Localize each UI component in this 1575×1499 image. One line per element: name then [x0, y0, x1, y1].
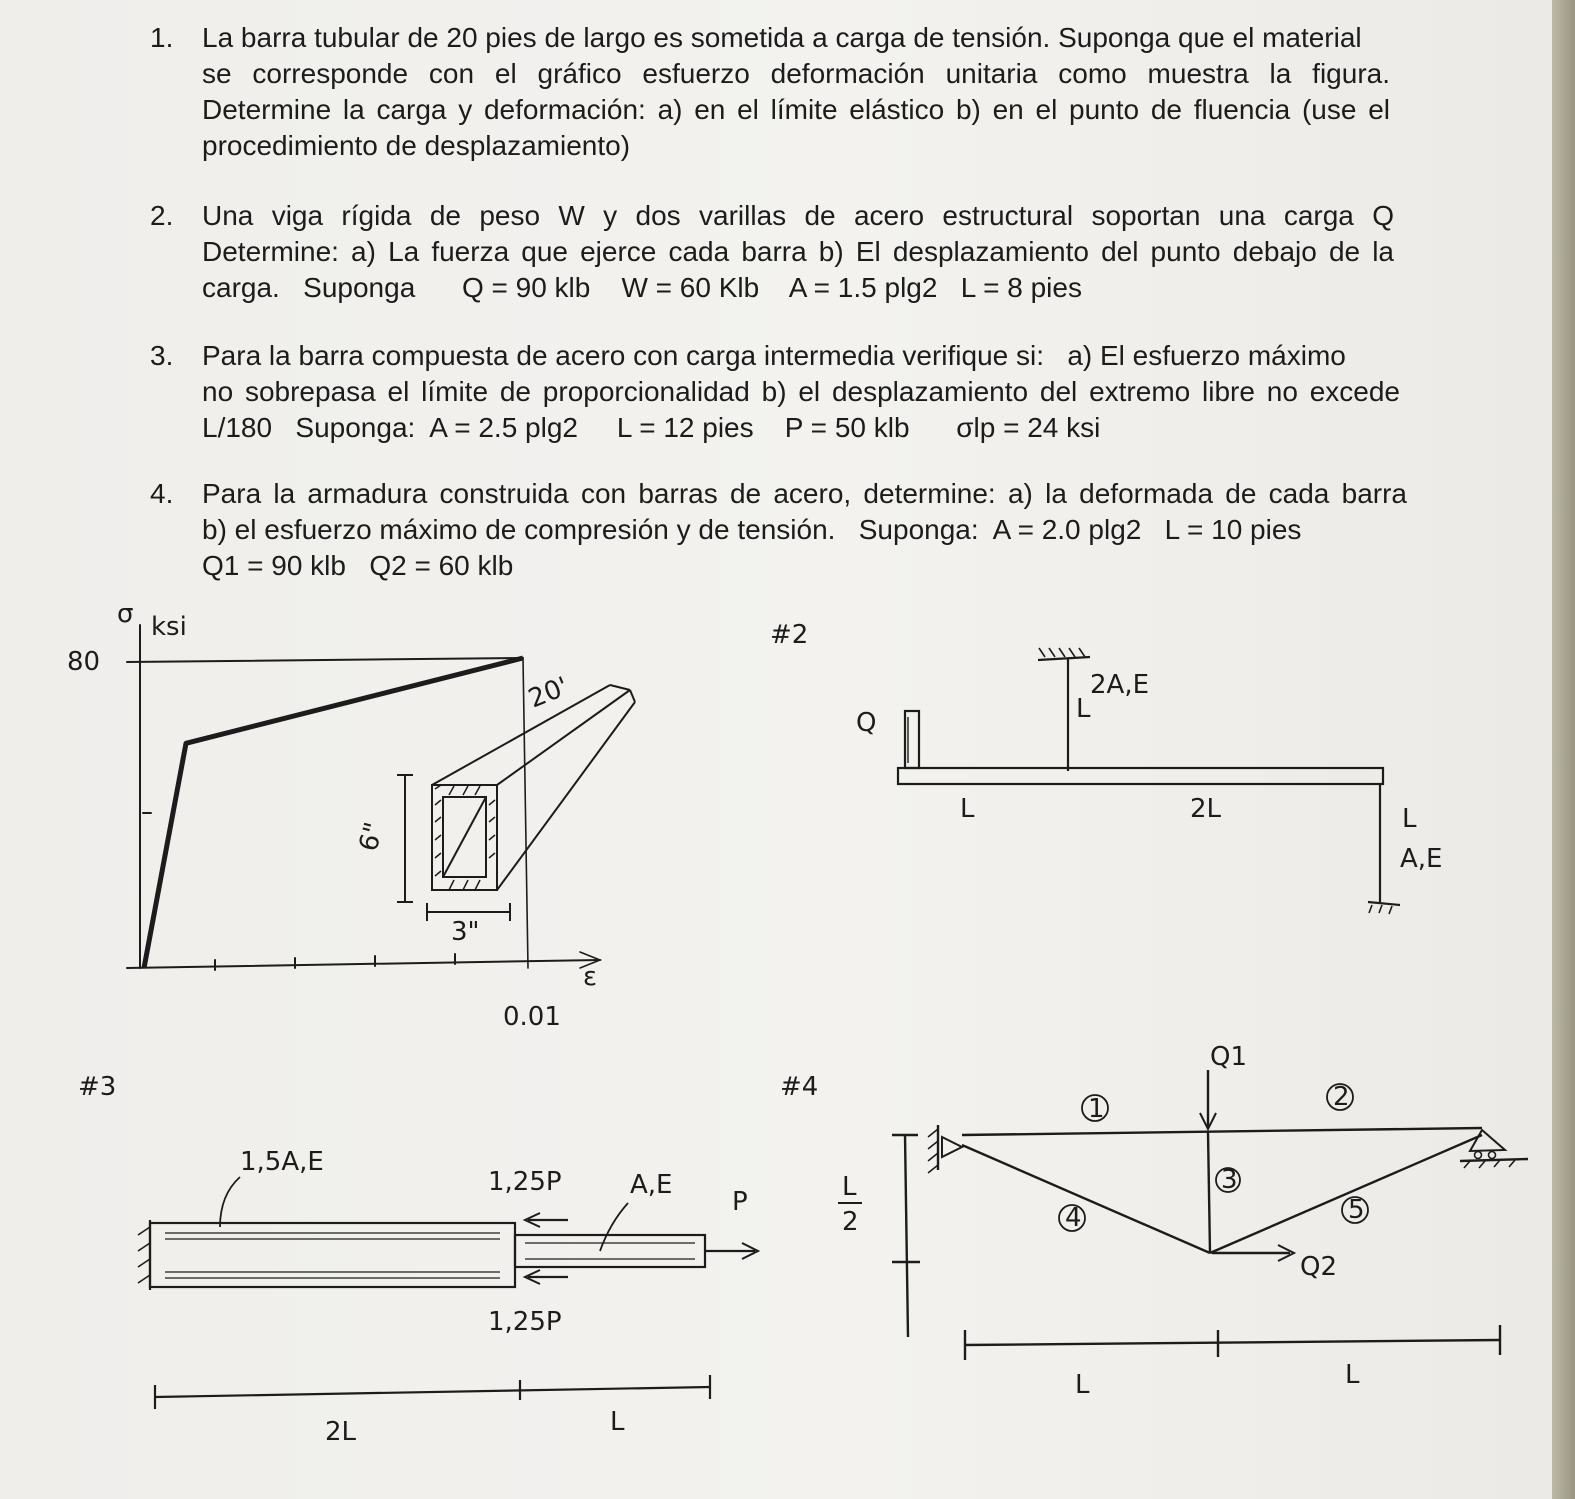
- x-axis-label: ε: [583, 962, 598, 992]
- span-left-label: L: [1075, 1370, 1090, 1400]
- height-label: 6": [353, 819, 391, 855]
- height-dimension-label: [838, 1172, 862, 1237]
- member-5-label: 5: [1348, 1195, 1365, 1225]
- top-rod-props: 2A,E: [1090, 670, 1150, 700]
- problem-line: carga. Suponga Q = 90 klb W = 60 Klb A = 1.5 plg2 L = 8 pies: [202, 272, 1082, 303]
- tube-sketch: [397, 685, 635, 921]
- fig1-stress-strain: [55, 590, 675, 1040]
- fig3-composite-bar: [70, 1055, 790, 1455]
- member-2-label: 2: [1333, 1082, 1350, 1112]
- right-support: [1470, 1130, 1505, 1151]
- span-left-label: L: [960, 794, 975, 824]
- problem-line: Para la barra compuesta de acero con carga intermedia verifique si: a) El esfuerzo máximo: [202, 340, 1346, 371]
- problem-number: 4.: [150, 478, 174, 509]
- span-right-label: 2L: [1190, 794, 1222, 824]
- mid-load-bottom-label: 1,25P: [488, 1307, 562, 1337]
- sigma-label: σ: [117, 599, 134, 629]
- problem-line: b) el esfuerzo máximo de compresión y de tensión. Suponga: A = 2.0 plg2 L = 10 pies: [202, 514, 1302, 545]
- member-1-label: 1: [1088, 1094, 1105, 1124]
- problem-number: 3.: [150, 340, 174, 371]
- load-q-label: Q: [856, 708, 877, 738]
- member-3: [1208, 1132, 1210, 1253]
- width-label: 3": [451, 917, 480, 947]
- problem-line: Para la armadura construida con barras de acero, determine: a) la deformada de cada barra: [202, 478, 1407, 509]
- problem-line: La barra tubular de 20 pies de largo es sometida a carga de tensión. Suponga que el material: [202, 22, 1362, 53]
- y-value-80: 80: [67, 647, 101, 677]
- problem-line: Una viga rígida de peso W y dos varillas de acero estructural soportan una carga Q: [202, 200, 1394, 231]
- bottom-support: [1368, 902, 1400, 905]
- mid-load-top-label: 1,25P: [488, 1167, 562, 1197]
- end-load-label: P: [732, 1187, 748, 1217]
- bottom-rod-length: L: [1402, 804, 1417, 834]
- member-4: [962, 1145, 1210, 1253]
- problem-line: Determine: a) La fuerza que ejerce cada barra b) El desplazamiento del punto debajo de la: [202, 236, 1394, 267]
- x-value-001: 0.01: [503, 1002, 561, 1032]
- fig2-rigid-beam: [760, 605, 1480, 925]
- member-4-label: 4: [1065, 1203, 1082, 1233]
- bar-segment-small: [515, 1235, 705, 1267]
- right-segment-props: A,E: [630, 1170, 673, 1200]
- height-label-denominator: 2: [842, 1207, 859, 1237]
- x-001-gridline: [523, 658, 528, 968]
- problem-line: Q1 = 90 klb Q2 = 60 klb: [202, 550, 514, 581]
- load-block: [905, 711, 919, 768]
- top-rod-length: L: [1076, 694, 1091, 724]
- length-label: 20': [524, 671, 573, 715]
- x-axis: [127, 960, 600, 968]
- figure-tag: #2: [770, 620, 809, 650]
- left-segment-props: 1,5A,E: [240, 1147, 324, 1177]
- load2-label: Q2: [1300, 1252, 1338, 1282]
- height-label-numerator: L: [842, 1172, 857, 1202]
- y-80-gridline: [127, 658, 523, 662]
- problem-number: 1.: [150, 22, 174, 53]
- member-3-label: 3: [1221, 1165, 1238, 1195]
- problem-line: no sobrepasa el límite de proporcionalidad b) el desplazamiento del extremo libre no excede: [202, 376, 1400, 407]
- rigid-beam: [898, 768, 1383, 784]
- left-length-label: 2L: [325, 1417, 357, 1447]
- bottom-rod-props: A,E: [1400, 844, 1443, 874]
- member-1-2-top-chord: [962, 1128, 1482, 1135]
- figure-tag: #3: [78, 1072, 117, 1102]
- problem-line: L/180 Suponga: A = 2.5 plg2 L = 12 pies P = 50 klb σlp = 24 ksi: [202, 412, 1101, 443]
- load1-label: Q1: [1210, 1042, 1248, 1072]
- page-edge: [1552, 0, 1575, 1499]
- fig4-truss: [770, 1025, 1530, 1445]
- top-support: [1038, 657, 1090, 660]
- right-length-label: L: [610, 1407, 625, 1437]
- problem-number: 2.: [150, 200, 174, 231]
- problem-line: procedimiento de desplazamiento): [202, 130, 631, 161]
- problem-line: Determine la carga y deformación: a) en el límite elástico b) en el punto de fluencia (use el: [202, 94, 1390, 125]
- left-support: [942, 1137, 962, 1157]
- problem-line: se corresponde con el gráfico esfuerzo deformación unitaria como muestra la figura.: [202, 58, 1390, 89]
- member-5: [1210, 1135, 1482, 1253]
- ksi-unit-label: ksi: [151, 612, 187, 642]
- span-right-label: L: [1345, 1360, 1360, 1390]
- figure-tag: #4: [780, 1072, 819, 1102]
